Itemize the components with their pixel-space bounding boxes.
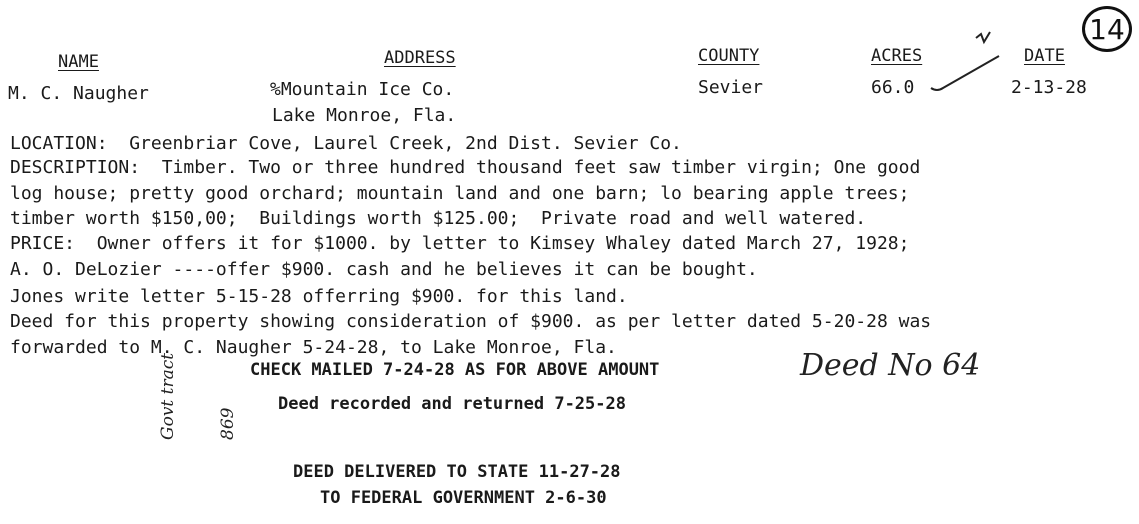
record-date: 2-13-28 <box>1011 77 1087 98</box>
check-tick-mark <box>970 28 1000 48</box>
body-line: Deed for this property showing consideration of $900. as per letter dated 5-20-28 was <box>10 311 932 332</box>
record-acres: 66.0 <box>871 77 915 98</box>
record-address-line2: Lake Monroe, Fla. <box>272 105 457 126</box>
header-date: DATE <box>1024 46 1065 66</box>
stamp-deed-recorded: Deed recorded and returned 7-25-28 <box>278 394 626 414</box>
record-county: Sevier <box>698 77 764 98</box>
body-line: timber worth $150,00; Buildings worth $125.00; Private road and well watered. <box>10 208 867 229</box>
stamp-delivered-state: DEED DELIVERED TO STATE 11-27-28 <box>293 462 621 482</box>
margin-note-line2: 869 <box>218 407 238 440</box>
body-line: Jones write letter 5-15-28 offerring $900. for this land. <box>10 286 628 307</box>
header-acres: ACRES <box>871 46 923 66</box>
margin-note-line1: Govt tract <box>158 352 178 440</box>
record-address-line1: %Mountain Ice Co. <box>270 79 455 100</box>
body-line: forwarded to M. C. Naugher 5-24-28, to Lake Monroe, Fla. <box>10 337 617 358</box>
header-name: NAME <box>58 52 99 72</box>
body-line: log house; pretty good orchard; mountain land and one barn; lo bearing apple trees; <box>10 183 910 204</box>
page-number-circle <box>1082 6 1132 52</box>
body-line-description: DESCRIPTION: Timber. Two or three hundred thousand feet saw timber virgin; One good <box>10 157 921 178</box>
page-number: 14 <box>1089 12 1125 46</box>
handwritten-margin-note <box>118 353 258 440</box>
header-county: COUNTY <box>698 46 760 66</box>
handwritten-deed-number: Deed No 64 <box>800 348 981 383</box>
acres-check-mark <box>925 50 1005 94</box>
record-name: M. C. Naugher <box>8 83 149 104</box>
body-line: A. O. DeLozier ----offer $900. cash and he believes it can be bought. <box>10 259 758 280</box>
body-line-price: PRICE: Owner offers it for $1000. by letter to Kimsey Whaley dated March 27, 1928; <box>10 233 910 254</box>
body-line-location: LOCATION: Greenbriar Cove, Laurel Creek, 2nd Dist. Sevier Co. <box>10 133 682 154</box>
stamp-federal-government: TO FEDERAL GOVERNMENT 2-6-30 <box>320 488 607 508</box>
header-address: ADDRESS <box>384 48 456 68</box>
stamp-check-mailed: CHECK MAILED 7-24-28 AS FOR ABOVE AMOUNT <box>250 360 660 380</box>
